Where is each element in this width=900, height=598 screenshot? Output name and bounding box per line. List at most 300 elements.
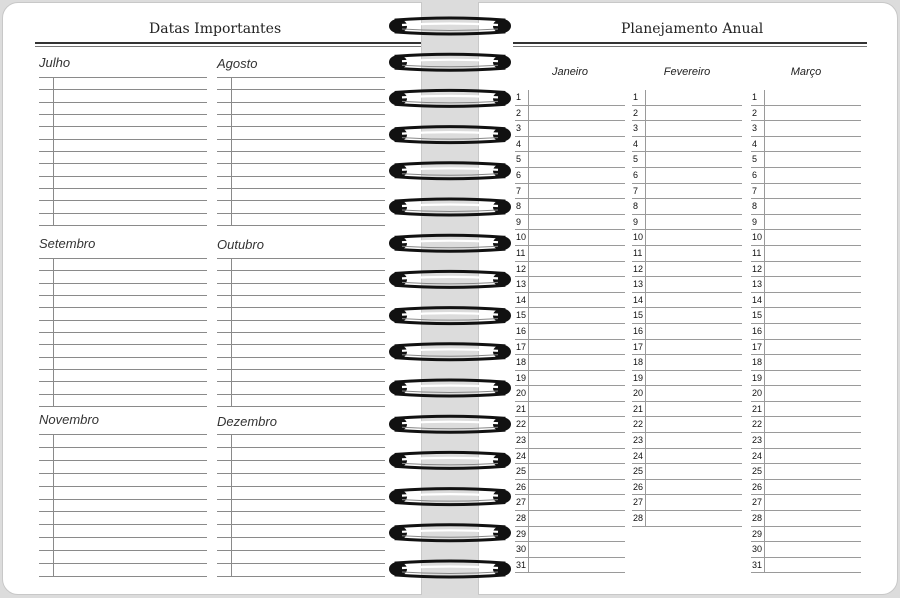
day-row <box>751 433 861 449</box>
month-lines <box>39 258 207 406</box>
day-row <box>515 184 625 200</box>
day-row <box>515 199 625 215</box>
day-separator <box>528 168 529 184</box>
day-number: 29 <box>752 528 763 539</box>
writing-line <box>39 344 207 345</box>
writing-line <box>217 563 385 564</box>
day-number: 31 <box>752 559 763 570</box>
day-number: 23 <box>752 435 763 446</box>
writing-line <box>217 576 385 577</box>
day-separator <box>645 121 646 137</box>
day-row <box>632 511 742 527</box>
day-number: 28 <box>752 513 763 524</box>
writing-line <box>217 126 385 127</box>
day-row <box>751 371 861 387</box>
day-row <box>632 402 742 418</box>
month-lines <box>39 434 207 576</box>
day-separator <box>764 246 765 262</box>
month-label-1: Agosto <box>217 56 258 71</box>
day-row <box>515 542 625 558</box>
day-row <box>751 230 861 246</box>
day-separator <box>645 386 646 402</box>
title-rule <box>35 42 422 44</box>
day-separator <box>528 199 529 215</box>
day-separator <box>764 168 765 184</box>
writing-line <box>217 200 385 201</box>
day-separator <box>528 527 529 543</box>
day-number: 5 <box>633 154 639 165</box>
month-lines <box>39 77 207 225</box>
day-row <box>515 355 625 371</box>
day-number: 30 <box>516 544 527 555</box>
day-number: 16 <box>516 325 527 336</box>
day-separator <box>645 402 646 418</box>
writing-line <box>217 213 385 214</box>
day-number: 10 <box>516 232 527 243</box>
left-page <box>2 2 422 595</box>
day-row <box>751 324 861 340</box>
title-rule-thin <box>35 46 422 47</box>
day-number: 19 <box>516 372 527 383</box>
writing-line <box>39 225 207 226</box>
writing-line <box>39 332 207 333</box>
day-number: 8 <box>752 201 758 212</box>
writing-line <box>217 258 385 259</box>
day-separator <box>764 402 765 418</box>
day-number: 2 <box>516 107 522 118</box>
day-separator <box>645 511 646 527</box>
day-row <box>632 90 742 106</box>
day-number: 1 <box>516 92 522 102</box>
day-number: 12 <box>516 263 527 274</box>
day-row <box>515 558 625 574</box>
day-row <box>515 417 625 433</box>
day-row <box>515 106 625 122</box>
writing-line <box>39 406 207 407</box>
writing-line <box>217 270 385 271</box>
day-separator <box>528 215 529 231</box>
day-number: 17 <box>752 341 763 352</box>
day-separator <box>645 417 646 433</box>
day-row <box>632 246 742 262</box>
right-page-title: Planejamento Anual <box>621 21 764 37</box>
writing-line <box>217 102 385 103</box>
writing-line <box>217 114 385 115</box>
day-number: 11 <box>516 247 526 258</box>
day-separator <box>764 542 765 558</box>
writing-line <box>39 550 207 551</box>
writing-line <box>217 369 385 370</box>
writing-line <box>217 188 385 189</box>
day-row <box>632 293 742 309</box>
writing-line <box>217 486 385 487</box>
writing-line <box>39 486 207 487</box>
spiral-ring <box>389 308 511 324</box>
day-row <box>751 199 861 215</box>
writing-line <box>39 295 207 296</box>
day-number: 4 <box>516 138 522 149</box>
day-number: 28 <box>516 513 527 524</box>
writing-line <box>39 394 207 395</box>
day-separator <box>528 433 529 449</box>
day-separator <box>528 386 529 402</box>
day-row <box>751 184 861 200</box>
day-number: 9 <box>752 216 758 227</box>
day-row <box>751 308 861 324</box>
writing-line <box>217 77 385 78</box>
day-number: 26 <box>633 481 644 492</box>
day-separator <box>645 246 646 262</box>
day-row <box>632 480 742 496</box>
writing-line <box>39 320 207 321</box>
day-row <box>751 121 861 137</box>
writing-line <box>217 434 385 435</box>
day-separator <box>764 417 765 433</box>
day-row <box>751 386 861 402</box>
writing-line <box>217 307 385 308</box>
month-label-0: Julho <box>39 55 71 70</box>
day-number: 2 <box>633 107 639 118</box>
month-label-2: Setembro <box>39 236 96 251</box>
writing-line <box>217 283 385 284</box>
title-rule <box>513 42 867 44</box>
writing-line <box>217 511 385 512</box>
day-row <box>632 277 742 293</box>
day-number: 2 <box>752 107 758 118</box>
day-row <box>515 215 625 231</box>
day-number: 23 <box>516 435 527 446</box>
day-separator <box>645 433 646 449</box>
day-number: 13 <box>752 279 763 290</box>
writing-line <box>39 176 207 177</box>
day-number: 13 <box>633 279 644 290</box>
day-row <box>751 340 861 356</box>
day-number: 29 <box>516 528 527 539</box>
writing-line <box>39 537 207 538</box>
day-row <box>515 402 625 418</box>
day-row <box>515 433 625 449</box>
day-separator <box>528 340 529 356</box>
day-number: 24 <box>752 450 763 461</box>
day-separator <box>528 480 529 496</box>
writing-line <box>217 550 385 551</box>
day-number: 16 <box>633 325 644 336</box>
spiral-ring <box>389 90 511 106</box>
day-row <box>751 527 861 543</box>
spiral-ring <box>389 525 511 541</box>
day-row <box>751 215 861 231</box>
day-number: 22 <box>516 419 527 430</box>
writing-line <box>39 151 207 152</box>
day-separator <box>528 449 529 465</box>
day-row <box>751 152 861 168</box>
spiral-ring <box>389 416 511 432</box>
day-row <box>751 90 861 106</box>
day-number: 21 <box>752 403 763 414</box>
spiral-ring <box>389 380 511 396</box>
day-number: 6 <box>633 169 639 180</box>
day-number: 11 <box>752 247 762 258</box>
day-separator <box>528 293 529 309</box>
day-row <box>515 90 625 106</box>
writing-line <box>217 381 385 382</box>
day-separator <box>764 511 765 527</box>
day-number: 20 <box>633 388 644 399</box>
day-separator <box>764 152 765 168</box>
writing-line <box>39 307 207 308</box>
day-column <box>515 90 625 573</box>
day-separator <box>528 246 529 262</box>
day-row <box>632 152 742 168</box>
day-number: 6 <box>516 169 522 180</box>
day-separator <box>764 262 765 278</box>
day-row <box>751 168 861 184</box>
writing-line <box>39 460 207 461</box>
left-page-title: Datas Importantes <box>149 21 282 37</box>
day-separator <box>528 90 529 106</box>
writing-line <box>39 188 207 189</box>
writing-line <box>217 406 385 407</box>
day-separator <box>645 262 646 278</box>
writing-line <box>39 213 207 214</box>
right-page <box>478 2 898 595</box>
margin-line <box>53 434 54 576</box>
day-row <box>632 449 742 465</box>
day-separator <box>764 340 765 356</box>
day-separator <box>764 355 765 371</box>
day-separator <box>764 277 765 293</box>
day-number: 21 <box>516 403 527 414</box>
month-label-3: Outubro <box>217 237 264 252</box>
spiral-ring <box>389 18 511 34</box>
day-number: 4 <box>752 138 758 149</box>
day-row <box>515 511 625 527</box>
day-separator <box>764 324 765 340</box>
month-label-5: Dezembro <box>217 414 277 429</box>
day-row <box>515 121 625 137</box>
day-separator <box>645 293 646 309</box>
month-lines <box>217 434 385 576</box>
writing-line <box>39 576 207 577</box>
day-separator <box>764 558 765 574</box>
day-number: 8 <box>516 201 522 212</box>
day-row <box>632 495 742 511</box>
writing-line <box>39 499 207 500</box>
day-number: 8 <box>633 201 639 212</box>
day-row <box>632 433 742 449</box>
day-number: 1 <box>752 92 758 102</box>
day-number: 22 <box>633 419 644 430</box>
day-row <box>751 355 861 371</box>
day-row <box>515 308 625 324</box>
month-column-title-0: Janeiro <box>551 66 589 78</box>
day-row <box>632 262 742 278</box>
writing-line <box>217 295 385 296</box>
day-row <box>515 293 625 309</box>
day-number: 11 <box>633 247 643 258</box>
day-separator <box>764 199 765 215</box>
day-separator <box>528 324 529 340</box>
writing-line <box>217 499 385 500</box>
day-number: 12 <box>633 263 644 274</box>
day-separator <box>764 480 765 496</box>
day-separator <box>764 293 765 309</box>
writing-line <box>39 369 207 370</box>
day-row <box>751 542 861 558</box>
writing-line <box>217 89 385 90</box>
writing-line <box>39 139 207 140</box>
day-number: 3 <box>752 123 758 134</box>
spiral-ring <box>389 54 511 70</box>
day-separator <box>645 90 646 106</box>
day-row <box>515 340 625 356</box>
day-separator <box>528 371 529 387</box>
day-row <box>751 511 861 527</box>
day-number: 24 <box>633 450 644 461</box>
day-number: 26 <box>752 481 763 492</box>
writing-line <box>39 511 207 512</box>
margin-line <box>231 434 232 576</box>
day-separator <box>528 184 529 200</box>
day-separator <box>645 168 646 184</box>
day-separator <box>528 137 529 153</box>
day-separator <box>764 433 765 449</box>
day-row <box>632 417 742 433</box>
day-number: 14 <box>516 294 527 305</box>
day-separator <box>528 464 529 480</box>
day-row <box>515 527 625 543</box>
day-separator <box>528 495 529 511</box>
writing-line <box>39 283 207 284</box>
day-number: 24 <box>516 450 527 461</box>
day-row <box>632 215 742 231</box>
day-separator <box>764 449 765 465</box>
writing-line <box>39 200 207 201</box>
day-separator <box>645 324 646 340</box>
day-row <box>515 168 625 184</box>
day-number: 19 <box>633 372 644 383</box>
day-separator <box>764 230 765 246</box>
day-row <box>632 355 742 371</box>
writing-line <box>39 563 207 564</box>
day-number: 27 <box>633 497 644 508</box>
day-separator <box>645 355 646 371</box>
day-row <box>515 371 625 387</box>
day-separator <box>645 480 646 496</box>
day-row <box>751 417 861 433</box>
day-number: 20 <box>516 388 527 399</box>
day-separator <box>764 184 765 200</box>
day-number: 23 <box>633 435 644 446</box>
day-separator <box>764 527 765 543</box>
day-number: 10 <box>633 232 644 243</box>
day-row <box>515 277 625 293</box>
writing-line <box>217 225 385 226</box>
day-number: 18 <box>752 357 763 368</box>
writing-line <box>39 163 207 164</box>
writing-line <box>217 139 385 140</box>
day-number: 10 <box>752 232 763 243</box>
day-number: 21 <box>633 403 644 414</box>
writing-line <box>217 151 385 152</box>
day-row <box>751 277 861 293</box>
spiral-ring <box>389 271 511 287</box>
spiral-ring <box>389 199 511 215</box>
day-number: 14 <box>633 294 644 305</box>
day-row <box>632 308 742 324</box>
writing-line <box>217 447 385 448</box>
day-row <box>751 106 861 122</box>
day-separator <box>528 402 529 418</box>
day-row <box>751 293 861 309</box>
day-number: 6 <box>752 169 758 180</box>
day-row <box>632 464 742 480</box>
writing-line <box>39 89 207 90</box>
day-number: 7 <box>516 185 522 196</box>
day-separator <box>645 152 646 168</box>
day-row <box>632 184 742 200</box>
spiral-ring <box>389 452 511 468</box>
spiral-ring <box>389 489 511 505</box>
month-column-title-1: Fevereiro <box>663 66 711 78</box>
day-number: 7 <box>633 185 639 196</box>
day-number: 17 <box>633 341 644 352</box>
day-separator <box>645 495 646 511</box>
day-row <box>751 495 861 511</box>
day-number: 20 <box>752 388 763 399</box>
day-separator <box>528 308 529 324</box>
day-separator <box>645 277 646 293</box>
day-number: 25 <box>516 466 527 477</box>
day-separator <box>764 137 765 153</box>
day-separator <box>528 511 529 527</box>
writing-line <box>39 447 207 448</box>
day-separator <box>764 215 765 231</box>
writing-line <box>217 176 385 177</box>
day-row <box>632 340 742 356</box>
day-number: 9 <box>516 216 522 227</box>
day-separator <box>645 184 646 200</box>
day-column <box>751 90 861 573</box>
day-number: 17 <box>516 341 527 352</box>
day-row <box>515 449 625 465</box>
day-number: 15 <box>752 310 763 321</box>
day-row <box>515 480 625 496</box>
day-row <box>515 137 625 153</box>
day-number: 25 <box>752 466 763 477</box>
day-separator <box>764 308 765 324</box>
writing-line <box>217 344 385 345</box>
writing-line <box>39 114 207 115</box>
day-number: 5 <box>752 154 758 165</box>
day-number: 15 <box>516 310 527 321</box>
day-row <box>515 495 625 511</box>
day-row <box>515 246 625 262</box>
day-separator <box>528 152 529 168</box>
spiral-ring <box>389 561 511 577</box>
spiral-ring <box>389 127 511 143</box>
day-separator <box>528 542 529 558</box>
spiral-ring <box>389 344 511 360</box>
day-separator <box>645 215 646 231</box>
writing-line <box>39 258 207 259</box>
spiral-binding <box>388 10 512 585</box>
day-separator <box>645 449 646 465</box>
day-row <box>515 464 625 480</box>
writing-line <box>39 102 207 103</box>
day-number: 7 <box>752 185 758 196</box>
day-row <box>632 371 742 387</box>
